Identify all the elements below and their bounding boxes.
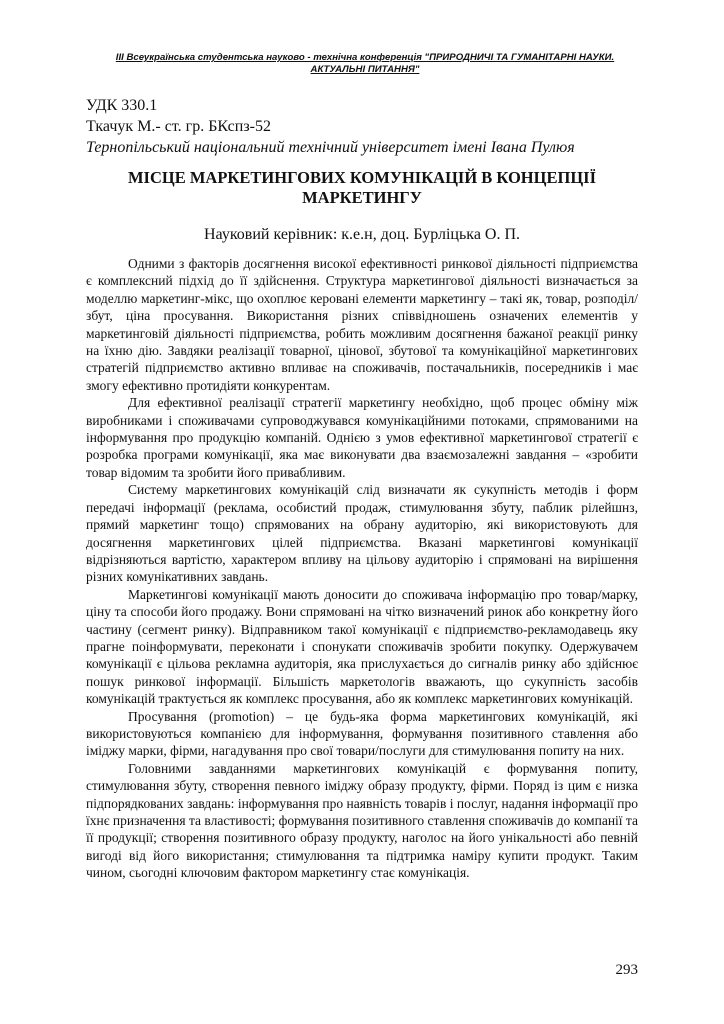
article-title: [86, 168, 638, 208]
article-body: [86, 255, 638, 882]
body-paragraph: Маркетингові комунікації мають доносити до споживача інформацію про товар/марку, ціну та способи його продажу. Вони спрямовані на чітко визначений ринок або конкретну його частину (сегмент ринку). Відправником такої комунікації є підприємство-рекламодавець яку прагне поінформувати, переконати і спонукати споживачів зробити покупку. Одержувачем комунікації є цільова рекламна аудиторія, яка прислухається до сигналів ринку або здійснює пошук ринкової інформації. Більшість маркетологів вважають, що сукупність засобів комунікацій трактується як комплекс просування, або як комплекс маркетингових комунікацій.: [86, 586, 638, 707]
body-paragraph: Просування (promotion) – це будь-яка форма маркетингових комунікацій, які використовуються компанією для інформування, формування позитивного ставлення або іміджу марки, фірми, нагадування про свої товари/послуги для стимулювання попиту на них.: [86, 708, 638, 759]
body-paragraph: Для ефективної реалізації стратегії маркетингу необхідно, щоб процес обміну між виробниками і споживачами супроводжувався комунікаційними потоками, спрямованими на інформування про продукцію компаній. Однією з умов ефективної маркетингової стратегії є розробка програми комунікації, яка має виконувати два взаємозалежні завдання – «зробити товар відомим та зробити його привабливим.: [86, 395, 638, 480]
article-title-line-1: МІСЦЕ МАРКЕТИНГОВИХ КОМУНІКАЦІЙ В КОНЦЕПЦІЇ: [127, 168, 596, 187]
article-title-line-2: МАРКЕТИНГУ: [302, 188, 422, 207]
page-number: 293: [615, 962, 638, 978]
affiliation: Тернопільський національний технічний університет імені Івана Пулюя: [86, 139, 575, 156]
running-head-line-2: АКТУАЛЬНІ ПИТАННЯ": [310, 64, 420, 75]
running-head: [95, 52, 635, 76]
supervisor-line: Науковий керівник: к.е.н, доц. Бурліцька О. П.: [203, 226, 521, 243]
author-line: Ткачук М.- ст. гр. БКспз-52: [86, 118, 271, 135]
article-meta: [86, 95, 646, 158]
body-paragraph: Одними з факторів досягнення високої ефективності ринкової діяльності підприємства є комплексний підхід до її здійснення. Структура маркетингової діяльності визначається за моделлю маркетинг-мікс, що охоплює керовані елементи маркетингу – такі як, товар, розподіл/збут, ціна просування. Використання різних співвідношень означених елементів у маркетинговій діяльності підприємства, робить можливим досягнення бажаної реакції ринку на їхню дію. Завдяки реалізації товарної, цінової, збутової та комунікаційної маркетингових стратегій підприємство активно впливає на споживачів, постачальників, посередників і має змогу ефективно протидіяти конкурентам.: [86, 256, 638, 393]
body-paragraph: Систему маркетингових комунікацій слід визначати як сукупність методів і форм передачі інформації (реклама, особистий продаж, стимулювання збуту, паблик рілейшнз, прямий маркетинг тощо) спрямованих на обрану аудиторію, які використовують для досягнення маркетингових цілей підприємства. Вказані маркетингові комунікації відрізняються вартістю, характером впливу на цільову аудиторію і спрямовані на вирішення різних комунікативних завдань.: [86, 482, 638, 585]
running-head-line-1: ІІІ Всеукраїнська студентська науково - технічна конференція "ПРИРОДНИЧІ ТА ГУМАНІТАРНІ НАУКИ.: [115, 52, 615, 63]
udc-code: УДК 330.1: [86, 97, 158, 114]
body-paragraph: Головними завданнями маркетингових комунікацій є формування попиту, стимулювання збуту, створення певного іміджу образу продукту, фірми. Поряд із цим є низка підпорядкованих завдань: інформування про наявність товарів і послуг, надання інформації про їхнє призначення та властивості; формування позитивного ставлення споживачів до компанії та її продукції; створення позитивного образу продукту, наголос на його унікальності або певній вигоді від його використання; стимулювання та підтримка наміру купити продукт. Таким чином, сьогодні ключовим фактором маркетингу стає комунікація.: [86, 760, 638, 881]
